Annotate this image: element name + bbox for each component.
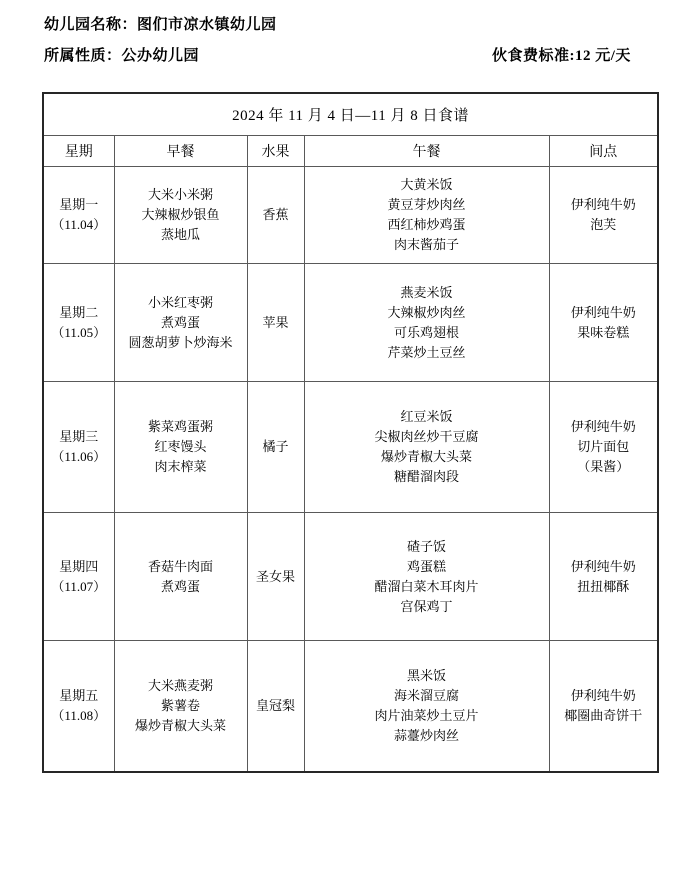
snack-cell bbox=[549, 167, 658, 264]
menu-item-text: 蒸地瓜 bbox=[160, 227, 200, 242]
menu-item-text: （11.08） bbox=[51, 707, 107, 723]
column-header-row bbox=[43, 136, 658, 167]
menu-item-text: 扭扭椰酥 bbox=[577, 578, 630, 594]
table-title-row bbox=[43, 93, 658, 136]
menu-item-text: 海米溜豆腐 bbox=[393, 687, 459, 703]
menu-item-text: 大辣椒炒银鱼 bbox=[141, 207, 220, 222]
lunch-cell bbox=[304, 382, 549, 513]
menu-item-text: （11.04） bbox=[51, 217, 107, 232]
menu-item-text: 香菇牛肉面 bbox=[147, 558, 213, 574]
menu-item-text: 圆葱胡萝卜炒海米 bbox=[128, 334, 233, 350]
col-header-breakfast: 早餐 bbox=[114, 136, 247, 167]
menu-item-text: 紫菜鸡蛋粥 bbox=[147, 419, 213, 434]
menu-item-text: 伊利纯牛奶 bbox=[570, 304, 636, 320]
menu-item-text: 黄豆芽炒肉丝 bbox=[387, 197, 466, 212]
menu-table-body bbox=[43, 167, 658, 772]
menu-item-text: 肉末酱茄子 bbox=[393, 237, 459, 252]
table-row bbox=[43, 382, 658, 513]
lunch-cell bbox=[304, 641, 549, 772]
menu-item-text: 红豆米饭 bbox=[400, 409, 453, 424]
fruit-cell bbox=[247, 641, 304, 772]
menu-item-text: 肉片油菜炒土豆片 bbox=[374, 707, 479, 723]
kindergarten-name-label: 幼儿园名称：图们市凉水镇幼儿园 bbox=[44, 17, 277, 33]
menu-item-text: 醋溜白菜木耳肉片 bbox=[374, 578, 479, 594]
menu-item-text: 碴子饭 bbox=[406, 538, 446, 554]
lunch-cell bbox=[304, 264, 549, 382]
menu-item-text: 伊利纯牛奶 bbox=[570, 197, 636, 212]
menu-item-text: 紫薯卷 bbox=[160, 697, 200, 713]
menu-item-text: 苹果 bbox=[262, 314, 289, 330]
menu-item-text: 星期三 bbox=[59, 429, 99, 444]
weekday-cell bbox=[43, 641, 114, 772]
menu-item-text: 香蕉 bbox=[262, 207, 289, 222]
snack-cell bbox=[549, 382, 658, 513]
weekday-cell bbox=[43, 167, 114, 264]
menu-item-text: 肉末榨菜 bbox=[154, 459, 207, 474]
col-header-lunch: 午餐 bbox=[304, 136, 549, 167]
snack-cell bbox=[549, 641, 658, 772]
breakfast-cell bbox=[114, 513, 247, 641]
lunch-cell bbox=[304, 167, 549, 264]
menu-item-text: 小米红枣粥 bbox=[147, 294, 213, 310]
menu-item-text: 果味卷糕 bbox=[577, 324, 630, 340]
breakfast-cell bbox=[114, 167, 247, 264]
menu-item-text: 伊利纯牛奶 bbox=[570, 419, 636, 434]
menu-item-text: （11.05） bbox=[51, 324, 107, 340]
menu-item-text: 尖椒肉丝炒干豆腐 bbox=[374, 429, 479, 444]
menu-item-text: 煮鸡蛋 bbox=[160, 314, 200, 330]
kindergarten-nature-label: 所属性质：公办幼儿园 bbox=[44, 48, 200, 64]
menu-item-text: 糖醋溜肉段 bbox=[393, 469, 459, 484]
menu-item-text: 可乐鸡翅根 bbox=[393, 324, 459, 340]
menu-item-text: 圣女果 bbox=[255, 568, 295, 584]
weekday-cell bbox=[43, 264, 114, 382]
col-header-weekday: 星期 bbox=[43, 136, 114, 167]
menu-item-text: 大辣椒炒肉丝 bbox=[387, 304, 466, 320]
menu-item-text: 橘子 bbox=[262, 439, 289, 454]
weekly-menu-table bbox=[42, 92, 659, 773]
breakfast-cell bbox=[114, 264, 247, 382]
menu-item-text: （果酱） bbox=[577, 459, 630, 474]
col-header-fruit: 水果 bbox=[247, 136, 304, 167]
col-header-snack: 间点 bbox=[549, 136, 658, 167]
menu-item-text: 黑米饭 bbox=[406, 667, 446, 683]
lunch-cell bbox=[304, 513, 549, 641]
menu-item-text: 皇冠梨 bbox=[255, 697, 295, 713]
menu-item-text: 芹菜炒土豆丝 bbox=[387, 344, 466, 360]
snack-cell bbox=[549, 264, 658, 382]
table-row bbox=[43, 641, 658, 772]
menu-item-text: 鸡蛋糕 bbox=[406, 558, 446, 574]
menu-item-text: 星期四 bbox=[59, 558, 99, 574]
fruit-cell bbox=[247, 264, 304, 382]
menu-item-text: 大黄米饭 bbox=[400, 177, 453, 192]
table-title: 2024 年 11 月 4 日—11 月 8 日食谱 bbox=[43, 93, 658, 136]
fruit-cell bbox=[247, 167, 304, 264]
menu-item-text: 煮鸡蛋 bbox=[160, 578, 200, 594]
menu-item-text: 蒜薹炒肉丝 bbox=[393, 727, 459, 743]
menu-item-text: 泡芙 bbox=[590, 217, 617, 232]
menu-item-text: 西红柿炒鸡蛋 bbox=[387, 217, 466, 232]
menu-item-text: 星期五 bbox=[59, 687, 99, 703]
menu-item-text: 大米小米粥 bbox=[147, 187, 213, 202]
menu-item-text: 宫保鸡丁 bbox=[400, 598, 453, 614]
menu-item-text: 爆炒青椒大头菜 bbox=[134, 717, 226, 733]
menu-item-text: 大米燕麦粥 bbox=[147, 677, 213, 693]
menu-item-text: 星期二 bbox=[59, 304, 99, 320]
breakfast-cell bbox=[114, 382, 247, 513]
weekday-cell bbox=[43, 513, 114, 641]
menu-item-text: 切片面包 bbox=[577, 439, 630, 454]
menu-item-text: 伊利纯牛奶 bbox=[570, 558, 636, 574]
menu-item-text: （11.07） bbox=[51, 578, 107, 594]
table-row bbox=[43, 513, 658, 641]
breakfast-cell bbox=[114, 641, 247, 772]
table-row bbox=[43, 167, 658, 264]
menu-item-text: 燕麦米饭 bbox=[400, 284, 453, 300]
menu-item-text: 星期一 bbox=[59, 197, 99, 212]
snack-cell bbox=[549, 513, 658, 641]
table-row bbox=[43, 264, 658, 382]
menu-item-text: 红枣馒头 bbox=[154, 439, 207, 454]
fruit-cell bbox=[247, 513, 304, 641]
menu-item-text: 伊利纯牛奶 bbox=[570, 687, 636, 703]
menu-item-text: （11.06） bbox=[51, 449, 107, 464]
weekday-cell bbox=[43, 382, 114, 513]
meal-fee-standard-label: 伙食费标准:12 元/天 bbox=[492, 48, 631, 64]
fruit-cell bbox=[247, 382, 304, 513]
menu-item-text: 椰圈曲奇饼干 bbox=[564, 707, 643, 723]
menu-item-text: 爆炒青椒大头菜 bbox=[380, 449, 472, 464]
